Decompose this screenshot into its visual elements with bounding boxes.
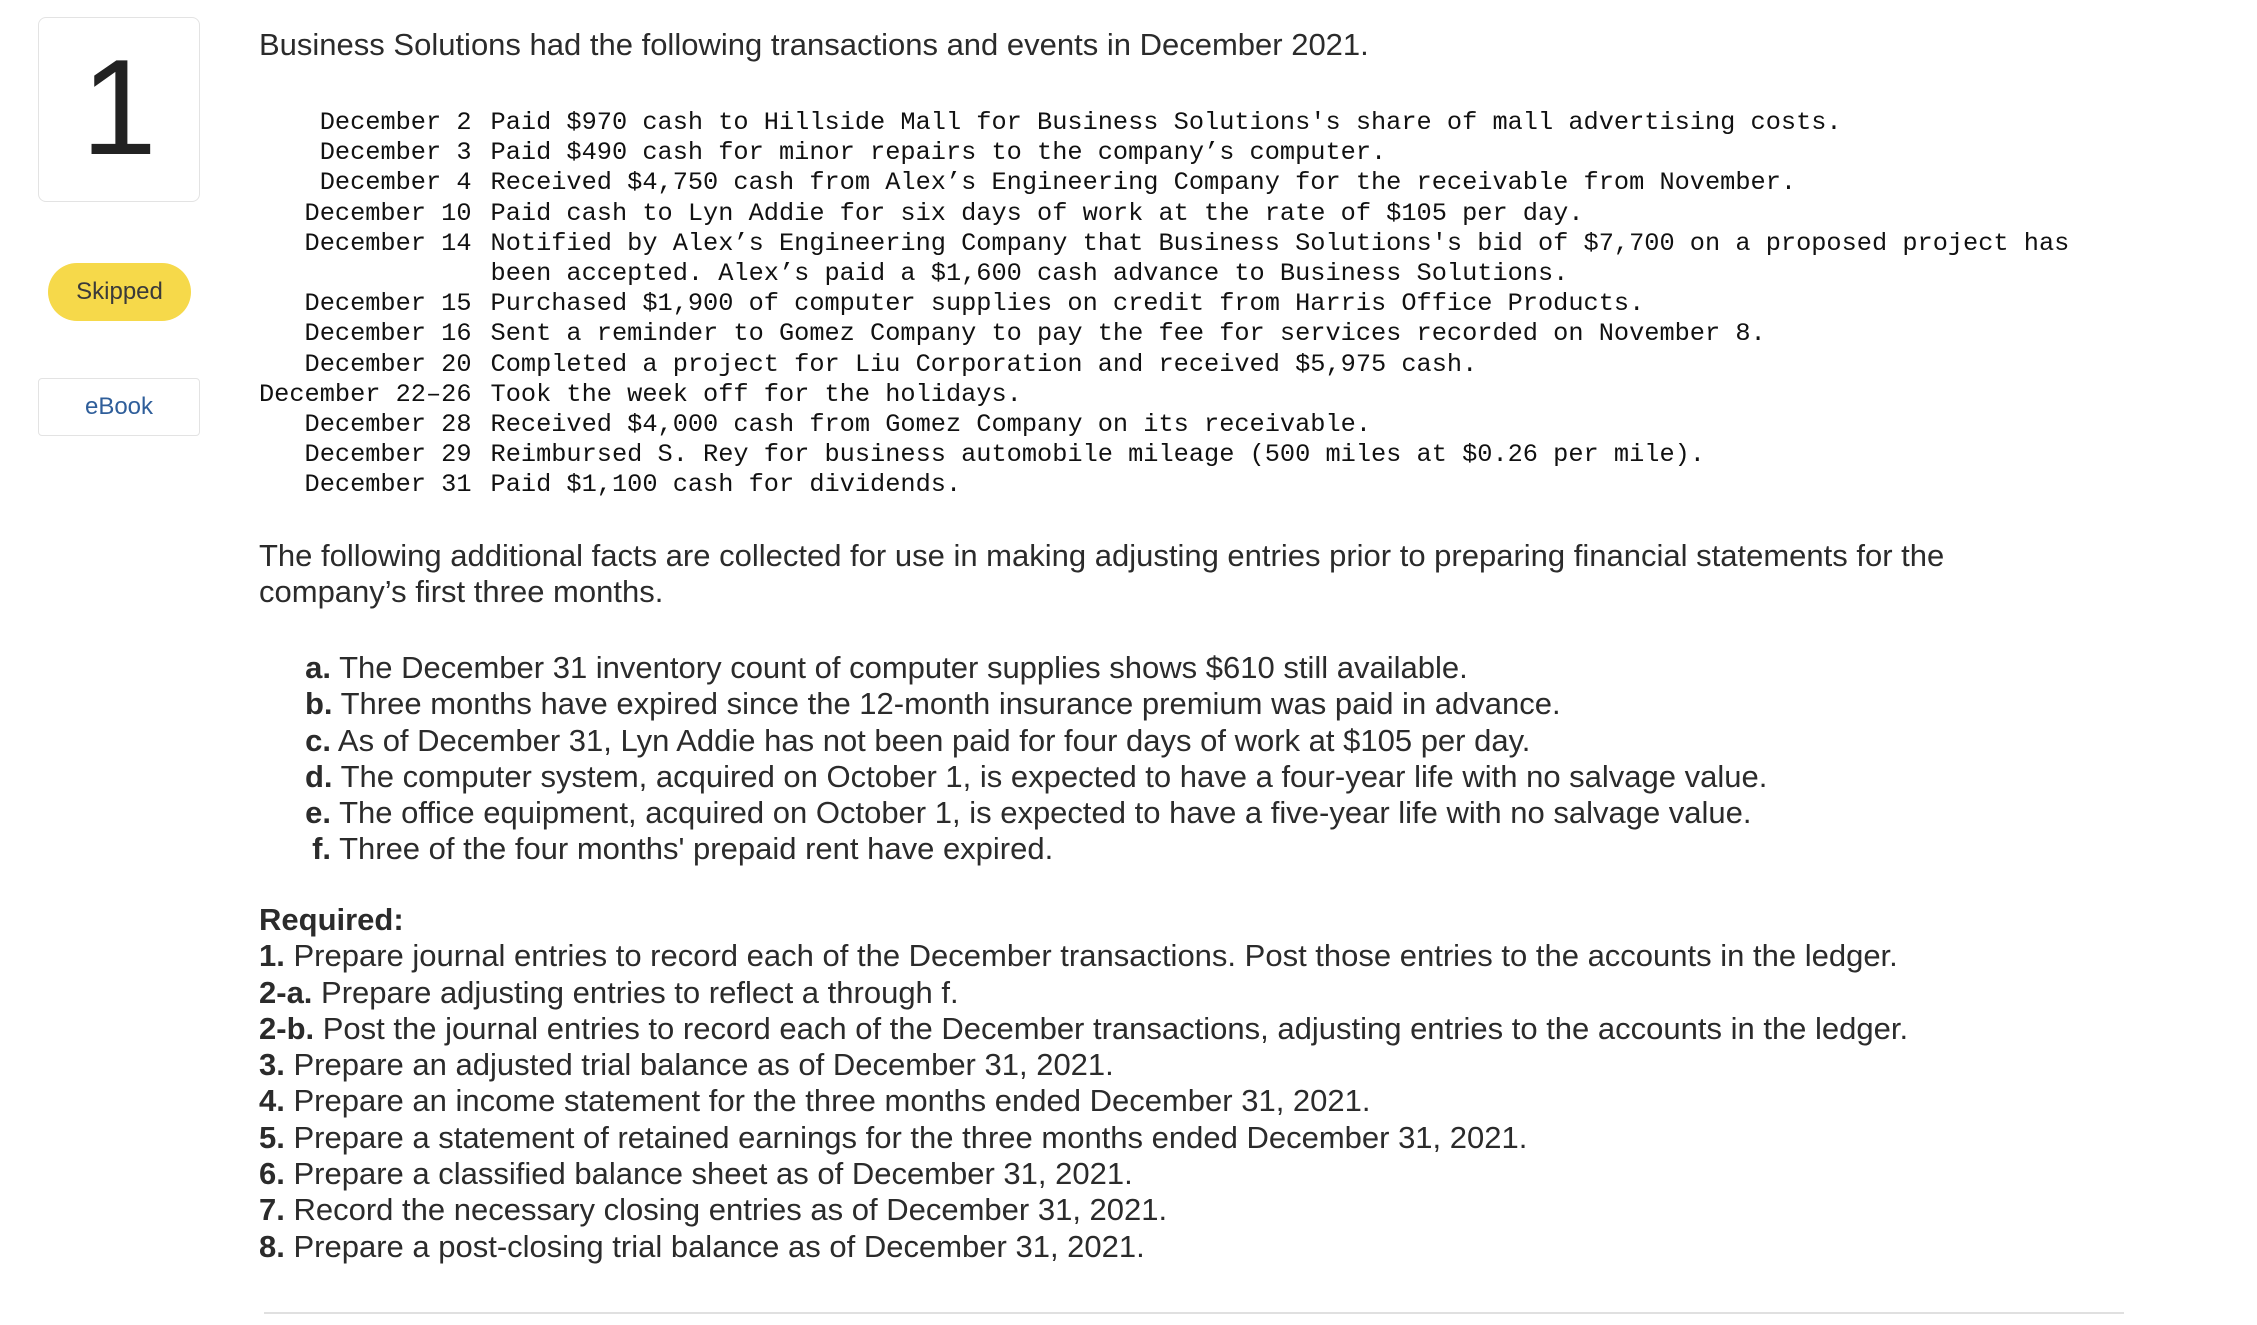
- transaction-description: Purchased $1,900 of computer supplies on credit from Harris Office Products.: [490, 289, 1645, 319]
- required-item-number: 6.: [259, 1156, 285, 1192]
- required-item-number: 5.: [259, 1119, 285, 1155]
- transaction-description: been accepted. Alex’s paid a $1,600 cash advance to Business Solutions.: [490, 259, 1569, 289]
- transaction-date: December 16: [304, 319, 472, 349]
- required-item: [259, 1047, 1908, 1083]
- transaction-row: [259, 229, 2069, 259]
- transaction-row: [259, 168, 2069, 198]
- question-number: 1: [81, 30, 157, 183]
- transaction-row: [259, 440, 2069, 470]
- fact-item: [305, 795, 1767, 831]
- fact-letter: a.: [305, 650, 331, 685]
- required-item: [259, 1156, 1908, 1192]
- required-item: [259, 1083, 1908, 1119]
- ebook-button[interactable]: eBook: [38, 378, 200, 436]
- required-item-text: Prepare adjusting entries to reflect a through f.: [321, 974, 959, 1010]
- required-item-number: 3.: [259, 1047, 285, 1083]
- transaction-date: December 4: [319, 168, 472, 198]
- transaction-row: [259, 470, 2069, 500]
- transaction-date: December 29: [304, 440, 472, 470]
- required-item-number: 1.: [259, 938, 285, 974]
- transaction-description: Took the week off for the holidays.: [490, 379, 1022, 409]
- required-item-number: 4.: [259, 1083, 285, 1119]
- required-item: [259, 975, 1908, 1011]
- transaction-row: [259, 138, 2069, 168]
- transaction-row: [259, 319, 2069, 349]
- fact-letter: c.: [305, 722, 331, 758]
- transaction-date: December 15: [304, 289, 472, 319]
- transaction-row: [259, 199, 2069, 229]
- transaction-date: December 31: [304, 470, 472, 500]
- transaction-row: [259, 380, 2069, 410]
- required-item-number: 2-b.: [259, 1010, 315, 1046]
- required-item-text: Prepare a post-closing trial balance as of December 31, 2021.: [293, 1228, 1145, 1264]
- transaction-description: Notified by Alex’s Engineering Company that Business Solutions's bid of $7,700 on a proposed project has: [490, 228, 2070, 258]
- required-item-text: Record the necessary closing entries as of December 31, 2021.: [293, 1192, 1168, 1228]
- required-item-text: Prepare a classified balance sheet as of December 31, 2021.: [293, 1156, 1133, 1192]
- intro-text: Business Solutions had the following transactions and events in December 2021.: [259, 27, 1369, 62]
- fact-text: The computer system, acquired on October 1, is expected to have a four-year life with no salvage value.: [340, 758, 1768, 794]
- transaction-description: Paid $970 cash to Hillside Mall for Business Solutions's share of mall advertising costs.: [490, 108, 1842, 137]
- transaction-date: December 10: [304, 198, 472, 228]
- adjusting-facts-list: [305, 650, 1767, 868]
- fact-item: [305, 723, 1767, 759]
- transaction-row: [259, 108, 2069, 138]
- transaction-description: Received $4,000 cash from Gomez Company on its receivable.: [490, 410, 1372, 440]
- transaction-date: December 28: [304, 410, 472, 440]
- fact-letter: d.: [305, 758, 333, 794]
- required-item-number: 8.: [259, 1228, 285, 1264]
- additional-facts-intro: The following additional facts are collected for use in making adjusting entries prior to preparing financial statements for the company’s first three months.: [259, 538, 1945, 609]
- transaction-description: Paid cash to Lyn Addie for six days of work at the rate of $105 per day.: [490, 198, 1584, 228]
- transaction-description: Paid $490 cash for minor repairs to the company’s computer.: [490, 138, 1387, 168]
- question-number-box: [38, 17, 200, 202]
- required-item: [259, 1120, 1908, 1156]
- transaction-description: Paid $1,100 cash for dividends.: [490, 470, 962, 500]
- required-item: [259, 938, 1908, 974]
- fact-text: The December 31 inventory count of computer supplies shows $610 still available.: [339, 650, 1468, 685]
- transaction-date: December 3: [319, 138, 472, 168]
- required-section: [259, 902, 1908, 1265]
- fact-text: The office equipment, acquired on October 1, is expected to have a five-year life with no salvage value.: [339, 795, 1752, 831]
- status-badge: Skipped: [48, 263, 191, 321]
- transaction-date: December 2: [319, 108, 472, 137]
- transaction-row: [259, 289, 2069, 319]
- required-item: [259, 1229, 1908, 1265]
- transaction-description: Reimbursed S. Rey for business automobile mileage (500 miles at $0.26 per mile).: [490, 440, 1705, 470]
- fact-text: Three months have expired since the 12-month insurance premium was paid in advance.: [340, 686, 1561, 722]
- fact-text: As of December 31, Lyn Addie has not been paid for four days of work at $105 per day.: [337, 722, 1531, 758]
- fact-letter: f.: [312, 831, 331, 867]
- required-item-text: Post the journal entries to record each of the December transactions, adjusting entries to the accounts in the ledger.: [322, 1010, 1909, 1046]
- transaction-row: [259, 259, 2069, 289]
- transaction-row: [259, 350, 2069, 380]
- transaction-row: [259, 410, 2069, 440]
- fact-item: [305, 650, 1767, 686]
- required-title: Required:: [259, 902, 404, 937]
- fact-letter: e.: [305, 795, 331, 831]
- fact-text: Three of the four months' prepaid rent have expired.: [339, 831, 1054, 867]
- required-item-number: 2-a.: [259, 974, 313, 1010]
- transactions-table: [259, 108, 2069, 501]
- transaction-date: December 20: [304, 349, 472, 379]
- transaction-description: Sent a reminder to Gomez Company to pay the fee for services recorded on November 8.: [490, 319, 1766, 349]
- fact-item: [305, 759, 1767, 795]
- required-item: [259, 1011, 1908, 1047]
- required-item-text: Prepare an adjusted trial balance as of December 31, 2021.: [293, 1047, 1114, 1083]
- required-item-text: Prepare an income statement for the three months ended December 31, 2021.: [293, 1083, 1371, 1119]
- required-item-text: Prepare journal entries to record each of the December transactions. Post those entries to the accounts in the ledger.: [293, 938, 1898, 974]
- fact-item: [305, 686, 1767, 722]
- transaction-date: December 14: [304, 228, 472, 258]
- required-list: [259, 938, 1908, 1265]
- transaction-date: December 22–26: [259, 379, 472, 409]
- required-item-number: 7.: [259, 1192, 285, 1228]
- required-item-text: Prepare a statement of retained earnings for the three months ended December 31, 2021.: [293, 1119, 1528, 1155]
- required-item: [259, 1192, 1908, 1228]
- fact-item: [305, 831, 1767, 867]
- fact-letter: b.: [305, 686, 333, 722]
- transaction-date: [259, 259, 491, 289]
- transaction-description: Received $4,750 cash from Alex’s Engineering Company for the receivable from November.: [490, 168, 1797, 198]
- divider: [264, 1312, 2124, 1314]
- transaction-description: Completed a project for Liu Corporation and received $5,975 cash.: [490, 349, 1478, 379]
